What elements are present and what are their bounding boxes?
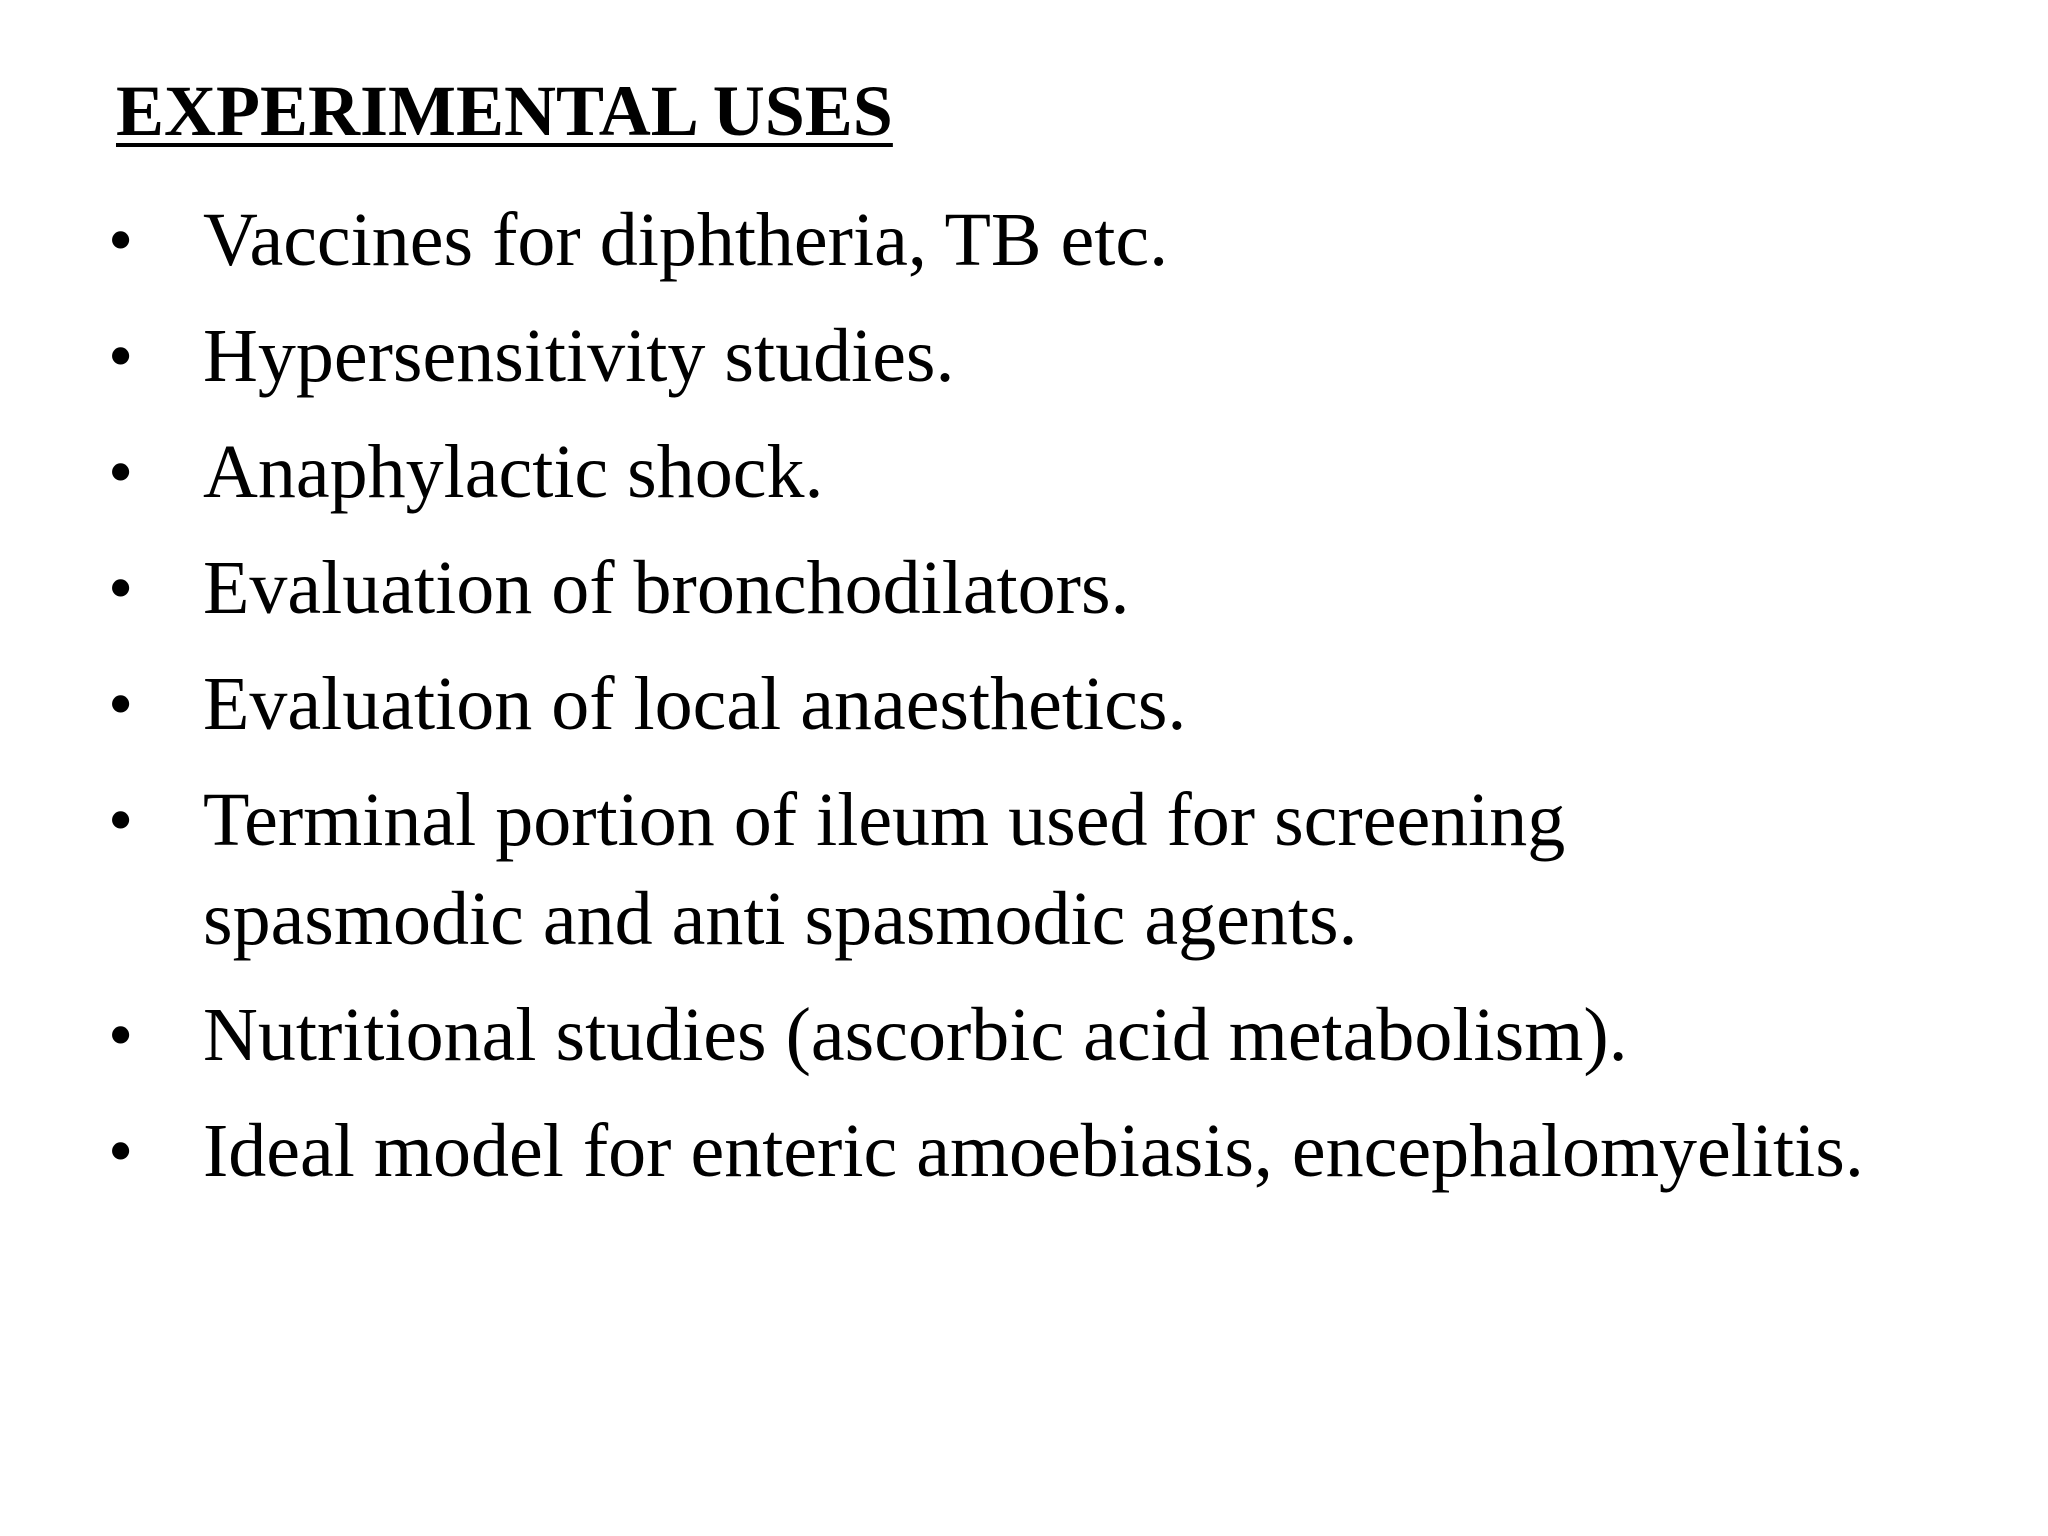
list-item-text: Evaluation of local anaesthetics. <box>203 662 1187 746</box>
list-item-text: Nutritional studies (ascorbic acid metabolism). <box>203 993 1628 1077</box>
bullet-icon: • <box>108 548 134 628</box>
list-item <box>108 423 2008 522</box>
bullet-icon: • <box>108 995 134 1075</box>
list-item <box>108 1102 2008 1201</box>
list-item <box>108 539 2008 638</box>
list-item <box>108 655 2008 754</box>
list-item <box>108 307 2008 406</box>
bullet-icon: • <box>108 780 134 860</box>
list-item-text: Terminal portion of ileum used for screening spasmodic and anti spasmodic agents. <box>203 778 1566 961</box>
list-item <box>108 986 2008 1085</box>
bullet-list <box>108 191 2008 1218</box>
list-item <box>108 191 2008 290</box>
list-item-text: Evaluation of bronchodilators. <box>203 546 1130 630</box>
list-item-text: Ideal model for enteric amoebiasis, encephalomyelitis. <box>203 1109 1864 1193</box>
bullet-icon: • <box>108 1111 134 1191</box>
bullet-icon: • <box>108 200 134 280</box>
bullet-icon: • <box>108 316 134 396</box>
list-item <box>108 771 2008 969</box>
slide-title: EXPERIMENTAL USES <box>116 71 893 151</box>
list-item-text: Hypersensitivity studies. <box>203 314 955 398</box>
list-item-text: Anaphylactic shock. <box>203 430 824 514</box>
bullet-icon: • <box>108 664 134 744</box>
list-item-text: Vaccines for diphtheria, TB etc. <box>203 198 1169 282</box>
bullet-icon: • <box>108 432 134 512</box>
